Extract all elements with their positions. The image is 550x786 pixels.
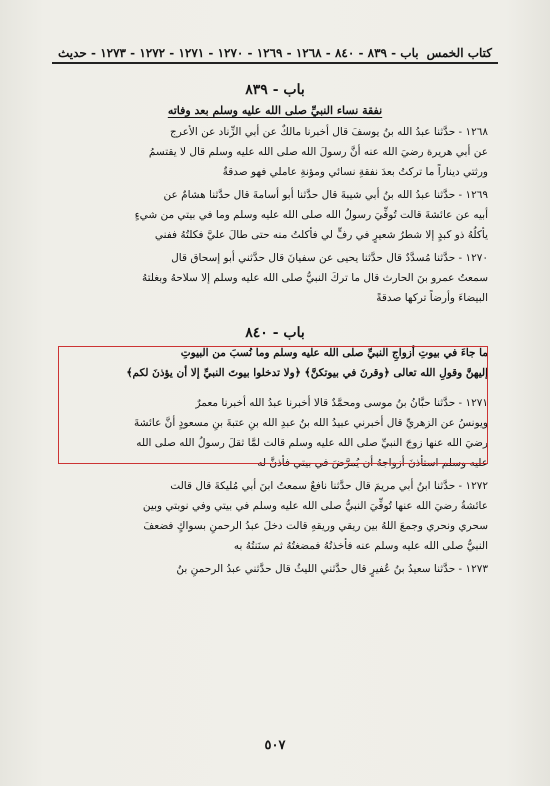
text-line: ١٢٦٩ - حدَّثنا عبدُ الله بنُ أبي شيبةَ قال حدَّثنا أبو أسامةَ قال حدَّثنا هشامٌ عن	[163, 189, 488, 201]
text-line: ١٢٦٨ - حدَّثنا عبدُ الله بنُ يوسفَ قال أخبرنا مالكٌ عن أبي الزِّناد عن الأعرج	[170, 126, 488, 138]
page-body	[62, 80, 488, 582]
book-title: كتاب الخمس	[426, 46, 492, 60]
chapter-title: نفقة نساء النبيِّ صلى الله عليه وسلم بعد وفاته	[167, 104, 383, 117]
hadith	[62, 248, 488, 308]
chapter-title-line: إليهنَّ وقولِ الله تعالى ﴿وقرنَ في بيوتكنَّ﴾ ﴿ولا تدخلوا بيوتَ النبيِّ إلا أن يؤذنَ لكم﴾	[126, 367, 488, 379]
hadith	[62, 185, 488, 245]
text-line: البيضاءَ وأرضاً تركها صدقةً	[376, 292, 488, 304]
text-line: ويونسُ عن الزهريِّ قال أخبرني عبيدُ الله بنُ عبدِ الله بنِ عتبةَ بنِ مسعودٍ أنَّ عائشةَ	[133, 417, 488, 429]
running-header	[58, 38, 492, 60]
text-line: سمعتُ عمرو بنَ الحارث قال ما تركَ النبيُّ صلى الله عليه وسلم إلا سلاحهُ وبغلتهُ	[141, 272, 488, 284]
text-line: أبيه عن عائشةَ قالت تُوفِّيَ رسولُ الله صلى الله عليه وسلم وما في بيتي من شيءٍ	[134, 209, 488, 221]
chapter-title-line: ما جاءَ في بيوتِ أزواجِ النبيِّ صلى الله عليه وسلم وما نُسبَ من البيوتِ	[180, 347, 488, 359]
text-line: ١٢٧١ - حدَّثنا حبَّانُ بنُ موسى ومحمَّدٌ قالا أخبرنا عبدُ الله أخبرنا معمرٌ	[195, 397, 488, 409]
page-number: ٥٠٧	[264, 738, 286, 753]
header-rule	[52, 62, 498, 64]
text-line: ١٢٧٢ - حدَّثنا ابنُ أبي مريمَ قال حدَّثنا نافعٌ سمعتُ ابنَ أبي مُليكةَ قال قالت	[170, 480, 488, 492]
chapter-heading: باب - ٨٤٠	[245, 325, 305, 341]
text-line: ١٢٧٣ - حدَّثنا سعيدُ بنُ عُفيرٍ قال حدَّثني الليثُ قال حدَّثني عبدُ الرحمنِ بنُ	[176, 563, 488, 575]
text-line: رضيَ الله عنها زوجَ النبيِّ صلى الله عليه وسلم قالت لمَّا ثقلَ رسولُ الله صلى الله	[136, 437, 488, 449]
text-line: عائشةُ رضيَ الله عنها تُوفِّيَ النبيُّ صلى الله عليه وسلم في بيتي وفي نوبتي وبين	[142, 500, 488, 512]
text-line: يأكلُهُ ذو كبدٍ إلا شطرُ شعيرٍ في رفٍّ لي فأكلتُ منه حتى طالَ عليَّ فكلتُهُ ففني	[154, 229, 488, 241]
text-line: عليه وسلم استأذنَ أزواجهُ أن يُمرَّضَ في بيتي فأذنَّ له	[257, 457, 488, 469]
highlight-box	[58, 346, 488, 464]
text-line: عن أبي هريرة رضيَ الله عنه أنَّ رسولَ الله صلى الله عليه وسلم قال لا يقتسمُ	[148, 146, 488, 158]
chapter-range: باب - ٨٣٩ - ٨٤٠ - ١٢٦٨ - ١٢٦٩ - ١٢٧٠ - ١٢٧١ - ١٢٧٢ - ١٢٧٣ - حديث	[58, 46, 419, 60]
hadith	[62, 122, 488, 182]
chapter-heading: باب - ٨٣٩	[245, 82, 305, 98]
text-line: ورثتي ديناراً ما تركتُ بعدَ نفقةِ نسائي ومؤنةِ عاملي فهو صدقةٌ	[222, 166, 488, 178]
text-line: ١٢٧٠ - حدَّثنا مُسدَّدٌ قال حدَّثنا يحيى عن سفيانَ قال حدَّثني أبو إسحاق قال	[171, 252, 488, 264]
text-line: النبيُّ صلى الله عليه وسلم عنه فأخذتُهُ فمضغتُهُ ثم سنَنتُهُ به	[233, 540, 488, 552]
hadith	[62, 559, 488, 579]
hadith	[62, 476, 488, 556]
text-line: سحري ونحري وجمعَ اللهُ بين ريقي وريقهِ قالت دخلَ عبدُ الرحمنِ بسواكٍ فضعفَ	[143, 520, 488, 532]
